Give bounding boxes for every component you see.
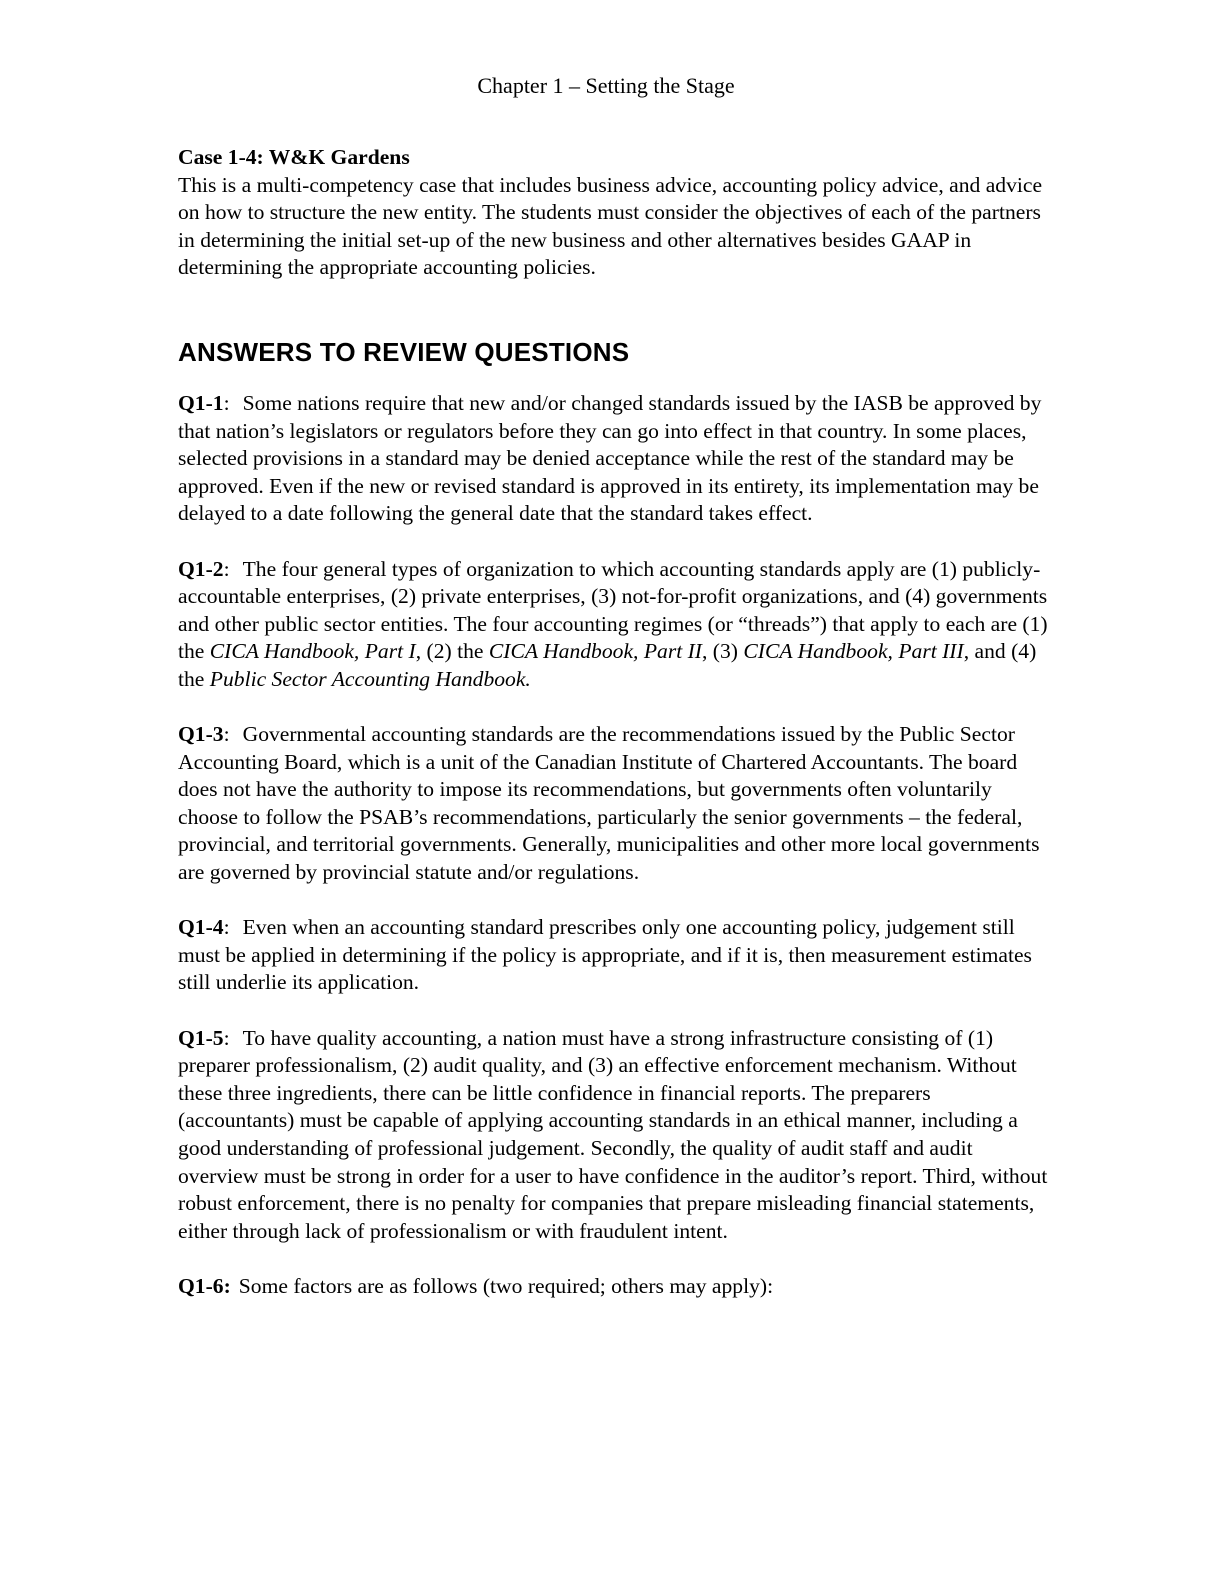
question-colon: : <box>223 722 230 747</box>
answer-text: , (2) the <box>415 639 489 664</box>
answer-text: Governmental accounting standards are the recommendations issued by the Public Sector Accounting Board, which is a unit of the Canadian Institute of Chartered Accountants. The board does not have the authority to impose its recommendations, but governments often voluntarily choose to follow the PSAB’s recommendations, particularly the senior governments – the federal, provincial, and territorial governments. Generally, municipalities and other more local governments are governed by provincial statute and/or regulations. <box>178 722 1040 885</box>
answer-italic-reference: Public Sector Accounting Handbook. <box>209 666 531 691</box>
question-colon: : <box>223 915 230 940</box>
answer-text: Some nations require that new and/or changed standards issued by the IASB be approved by that nation’s legislators or regulators before they can go into effect in that country. In some places, selected provisions in a standard may be denied acceptance while the rest of the standard may be approved. Even if the new or revised standard is approved in its entirety, its implementation may be delayed to a date following the general date that the standard takes effect. <box>178 390 1042 526</box>
answer-q1-1 <box>178 390 1048 528</box>
answer-italic-reference: CICA Handbook, Part II <box>488 639 702 664</box>
question-number: Q1-3 <box>178 722 224 747</box>
case-description: This is a multi-competency case that includes business advice, accounting policy advice, and advice on how to structure the new entity. The students must consider the objectives of each of the partners in determining the initial set-up of the new business and other alternatives besides GAAP in determining the appropriate accounting policies. <box>178 172 1043 280</box>
answer-text: Some factors are as follows (two required; others may apply): <box>238 1273 774 1298</box>
question-number: Q1-1 <box>178 390 224 415</box>
question-colon: : <box>223 556 230 581</box>
chapter-title: Chapter 1 – Setting the Stage <box>477 73 735 98</box>
answer-text: , and (4) the <box>178 639 1037 691</box>
answer-q1-6 <box>178 1273 1048 1301</box>
case-title: Case 1-4: W&K Gardens <box>178 145 410 169</box>
answer-q1-3 <box>178 721 1048 887</box>
section-heading: ANSWERS TO REVIEW QUESTIONS <box>178 336 630 367</box>
running-header <box>0 72 1212 100</box>
answer-q1-2 <box>178 556 1048 694</box>
answer-text: To have quality accounting, a nation must have a strong infrastructure consisting of (1) preparer professionalism, (2) audit quality, and (3) an effective enforcement mechanism. Without these three ingredients, there can be little confidence in financial reports. The preparers (accountants) must be capable of applying accounting standards in an ethical manner, including a good understanding of professional judgement. Secondly, the quality of audit staff and audit overview must be strong in order for a user to have confidence in the auditor’s report. Third, without robust enforcement, there is no penalty for companies that prepare misleading financial statements, either through lack of professionalism or with fraudulent intent. <box>178 1025 1048 1243</box>
answer-italic-reference: CICA Handbook, Part I <box>209 639 416 664</box>
answer-text: , (3) <box>702 639 744 664</box>
question-number: Q1-5 <box>178 1025 224 1050</box>
question-number: Q1-6: <box>178 1273 231 1298</box>
question-colon: : <box>223 1025 230 1050</box>
question-colon: : <box>223 390 230 415</box>
page-content <box>178 144 1048 1328</box>
answer-text: The four general types of organization to which accounting standards apply are (1) publicly-accountable enterprises, (2) private enterprises, (3) not-for-profit organizations, and (4) governments and other public sector entities. The four accounting regimes (or “threads”) that apply to each are (1) the <box>178 556 1048 664</box>
answer-italic-reference: CICA Handbook, Part III <box>743 639 964 664</box>
question-number: Q1-4 <box>178 915 224 940</box>
question-number: Q1-2 <box>178 556 224 581</box>
answer-q1-4 <box>178 914 1048 997</box>
answer-text: Even when an accounting standard prescribes only one accounting policy, judgement still must be applied in determining if the policy is appropriate, and if it is, then measurement estimates still underlie its application. <box>178 915 1032 995</box>
answer-q1-5 <box>178 1025 1048 1246</box>
